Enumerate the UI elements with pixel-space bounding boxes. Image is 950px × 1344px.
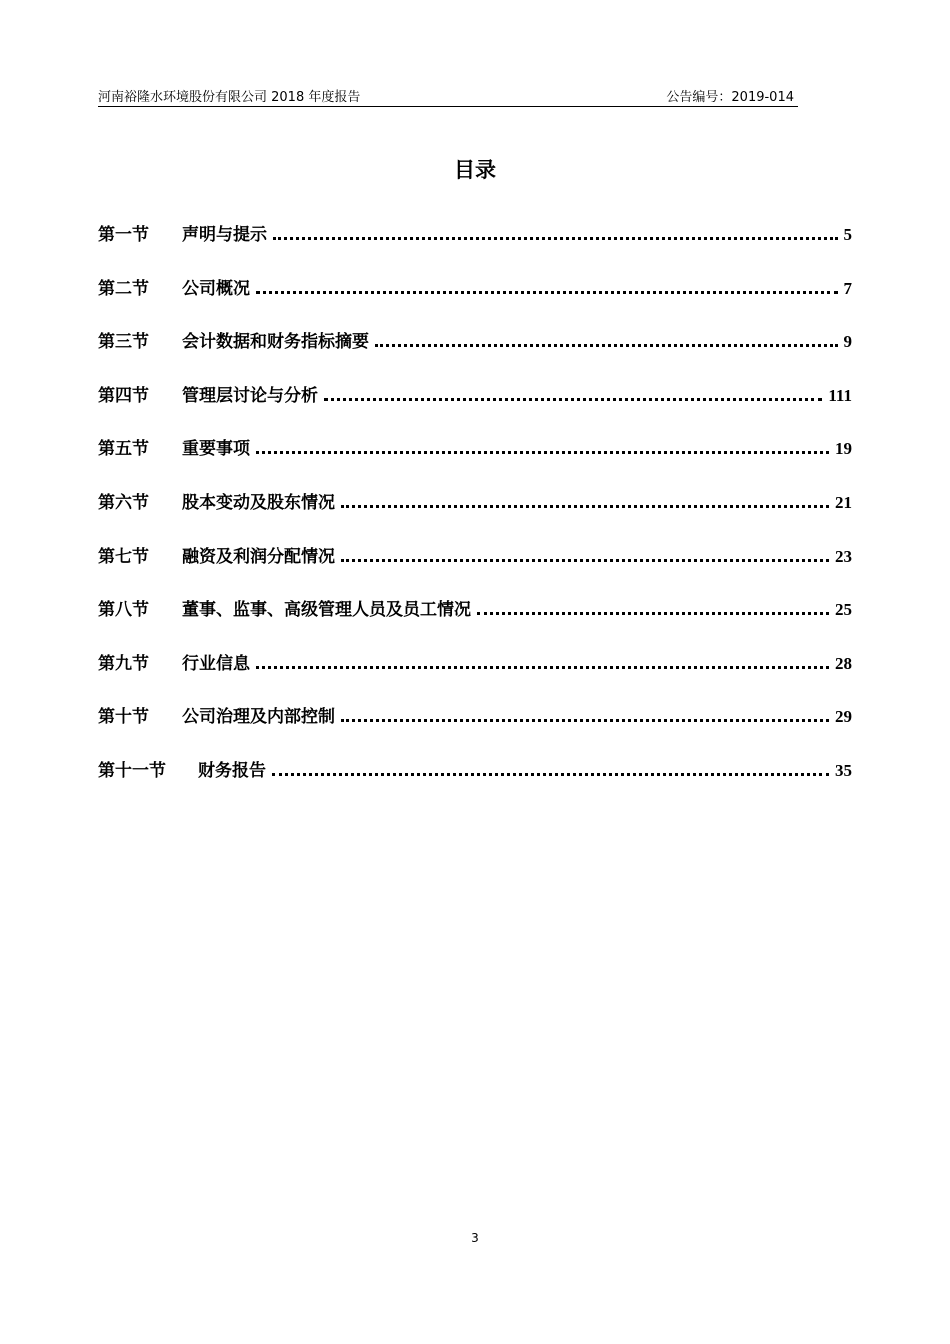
toc-dot-leader — [273, 237, 838, 240]
toc-section-number: 第四节 — [98, 385, 149, 406]
toc-dot-leader — [341, 559, 829, 562]
toc-section-number: 第六节 — [98, 492, 149, 513]
toc-page-number: 19 — [835, 439, 852, 459]
table-of-contents — [98, 220, 852, 810]
toc-section-number: 第十节 — [98, 707, 149, 728]
toc-dot-leader — [256, 666, 829, 669]
toc-section-number: 第十一节 — [98, 760, 166, 781]
toc-section-title: 融资及利润分配情况 — [182, 546, 335, 567]
header-company-report: 河南裕隆水环境股份有限公司 2018 年度报告 — [98, 90, 361, 105]
toc-entry[interactable] — [98, 381, 852, 435]
toc-entry[interactable] — [98, 488, 852, 542]
toc-entry[interactable] — [98, 649, 852, 703]
footer-page-number: 3 — [471, 1231, 479, 1245]
toc-section-title: 会计数据和财务指标摘要 — [182, 332, 369, 353]
toc-page-number: 23 — [835, 546, 852, 566]
toc-entry[interactable] — [98, 434, 852, 488]
toc-section-title: 财务报告 — [198, 760, 266, 781]
toc-page-number: 25 — [835, 600, 852, 620]
toc-dot-leader — [324, 398, 822, 401]
toc-entry[interactable] — [98, 702, 852, 756]
toc-entry[interactable] — [98, 756, 852, 810]
toc-dot-leader — [272, 773, 829, 776]
toc-page-number: 5 — [843, 225, 852, 244]
toc-entry[interactable] — [98, 327, 852, 381]
toc-dot-leader — [256, 451, 829, 454]
toc-section-title: 公司治理及内部控制 — [182, 707, 335, 728]
toc-dot-leader — [341, 719, 829, 722]
toc-page-number: 7 — [843, 278, 852, 298]
toc-page-number: 9 — [843, 332, 852, 352]
toc-section-title: 重要事项 — [182, 439, 250, 460]
toc-section-number: 第九节 — [98, 653, 149, 674]
toc-dot-leader — [256, 291, 838, 294]
header-announcement-number: 公告编号：2019-014 — [666, 90, 794, 105]
toc-section-title: 董事、监事、高级管理人员及员工情况 — [182, 600, 471, 621]
toc-entry[interactable] — [98, 595, 852, 649]
toc-section-title: 声明与提示 — [182, 225, 267, 245]
toc-dot-leader — [341, 505, 829, 508]
toc-section-title: 管理层讨论与分析 — [182, 385, 318, 406]
toc-section-number: 第二节 — [98, 278, 149, 299]
toc-dot-leader — [375, 344, 838, 347]
toc-page-number: 28 — [835, 653, 852, 673]
toc-title: 目录 — [454, 158, 496, 182]
toc-page-number: 29 — [835, 707, 852, 727]
toc-section-title: 行业信息 — [182, 653, 250, 674]
toc-dot-leader — [477, 612, 829, 615]
toc-section-number: 第三节 — [98, 332, 149, 353]
toc-section-number: 第一节 — [98, 225, 149, 245]
toc-entry[interactable] — [98, 220, 852, 274]
toc-section-number: 第八节 — [98, 600, 149, 621]
toc-page-number: 21 — [835, 492, 852, 512]
toc-section-title: 公司概况 — [182, 278, 250, 299]
toc-section-number: 第七节 — [98, 546, 149, 567]
toc-page-number: 111 — [828, 385, 852, 405]
toc-section-title: 股本变动及股东情况 — [182, 492, 335, 513]
toc-page-number: 35 — [835, 760, 852, 780]
toc-entry[interactable] — [98, 274, 852, 328]
page-header — [98, 84, 798, 107]
toc-entry[interactable] — [98, 542, 852, 596]
toc-section-number: 第五节 — [98, 439, 149, 460]
